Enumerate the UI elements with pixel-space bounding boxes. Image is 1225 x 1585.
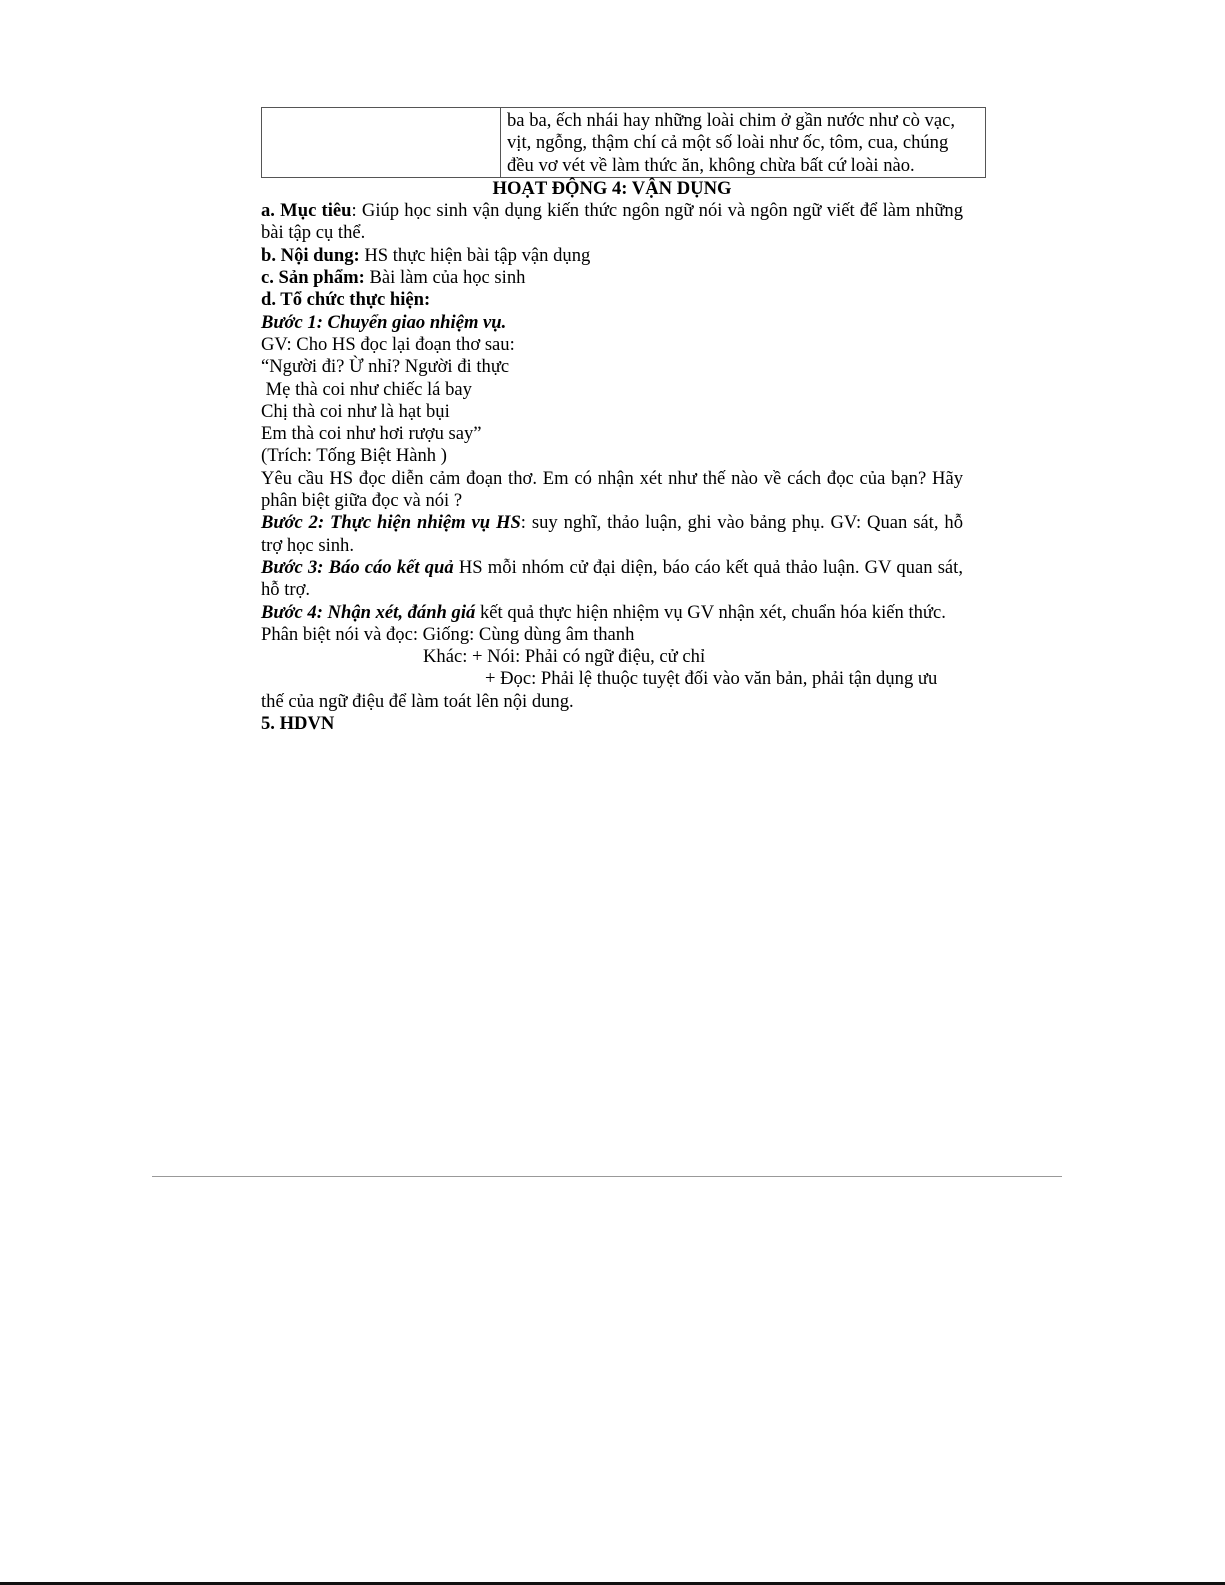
table-cell-line: vịt, ngỗng, thậm chí cả một số loài như ốc, tôm, cua, chúng — [507, 132, 949, 154]
buoc4-label: Bước 4: Nhận xét, đánh giá — [261, 601, 476, 623]
table-cell-left — [262, 108, 501, 178]
table-cell-line: đều vơ vét về làm thức ăn, không chừa bất cứ loài nào. — [507, 154, 915, 176]
hdvn-heading — [261, 713, 963, 735]
to-chuc-label: d. Tổ chức thực hiện: — [261, 289, 431, 311]
muc-tieu-paragraph — [261, 200, 963, 245]
buoc3-text: HS mỗi nhóm cử đại diện, báo cáo kết quả thảo luận. GV quan sát, hỗ trợ. — [261, 556, 963, 601]
section-heading: HOẠT ĐỘNG 4: VẬN DỤNG — [492, 177, 732, 199]
footer-divider — [152, 1176, 1062, 1177]
buoc3-label: Bước 3: Báo cáo kết quả — [261, 556, 454, 578]
noi-dung-label: b. Nội dung: — [261, 244, 360, 266]
gv-intro: GV: Cho HS đọc lại đoạn thơ sau: — [261, 333, 515, 355]
poem-source: (Trích: Tống Biệt Hành ) — [261, 445, 447, 467]
buoc3-paragraph — [261, 557, 963, 602]
yeu-cau-paragraph: Yêu cầu HS đọc diễn cảm đoạn thơ. Em có nhận xét như thế nào về cách đọc của bạn? Hãy phân biệt giữa đọc và nói ? — [261, 467, 963, 512]
to-chuc-heading — [261, 289, 963, 311]
buoc2-label: Bước 2: Thực hiện nhiệm vụ HS — [261, 512, 521, 534]
phan-biet-line: Phân biệt nói và đọc: Giống: Cùng dùng âm thanh — [261, 623, 635, 645]
buoc1-heading: Bước 1: Chuyển giao nhiệm vụ. — [261, 311, 507, 333]
phan-biet-line: thế của ngữ điệu để làm toát lên nội dung. — [261, 690, 574, 712]
buoc2-text: : suy nghĩ, thảo luận, ghi vào bảng phụ. GV: Quan sát, hỗ trợ học sinh. — [261, 512, 963, 556]
poem-line: Em thà coi như hơi rượu say” — [261, 423, 482, 445]
buoc4-text: kết quả thực hiện nhiệm vụ GV nhận xét, chuẩn hóa kiến thức. — [475, 601, 946, 623]
buoc4-paragraph — [261, 602, 963, 624]
poem-line: “Người đi? Ừ nhỉ? Người đi thực — [261, 356, 510, 378]
buoc2-paragraph — [261, 512, 963, 557]
noi-dung-paragraph — [261, 245, 963, 267]
san-pham-text: Bài làm của học sinh — [364, 267, 526, 289]
san-pham-label: c. Sản phẩm: — [261, 267, 365, 289]
poem-line: Mẹ thà coi như chiếc lá bay — [261, 378, 472, 400]
san-pham-paragraph — [261, 267, 963, 289]
hdvn-label: 5. HDVN — [261, 713, 335, 735]
muc-tieu-text: : Giúp học sinh vận dụng kiến thức ngôn ngữ nói và ngôn ngữ viết để làm những bài tập cụ thể. — [261, 200, 963, 244]
continued-table — [261, 107, 986, 178]
noi-dung-text: HS thực hiện bài tập vận dụng — [359, 244, 591, 266]
poem-line: Chị thà coi như là hạt bụi — [261, 400, 450, 422]
phan-biet-line: + Đọc: Phải lệ thuộc tuyệt đối vào văn bản, phải tận dụng ưu — [485, 668, 938, 690]
phan-biet-line: Khác: + Nói: Phải có ngữ điệu, cử chỉ — [423, 646, 706, 668]
table-cell-right — [501, 108, 986, 178]
table-cell-line: ba ba, ếch nhái hay những loài chim ở gần nước như cò vạc, — [507, 110, 955, 131]
muc-tieu-label: a. Mục tiêu — [261, 200, 352, 222]
table-row — [262, 108, 986, 178]
page-content — [261, 107, 963, 735]
